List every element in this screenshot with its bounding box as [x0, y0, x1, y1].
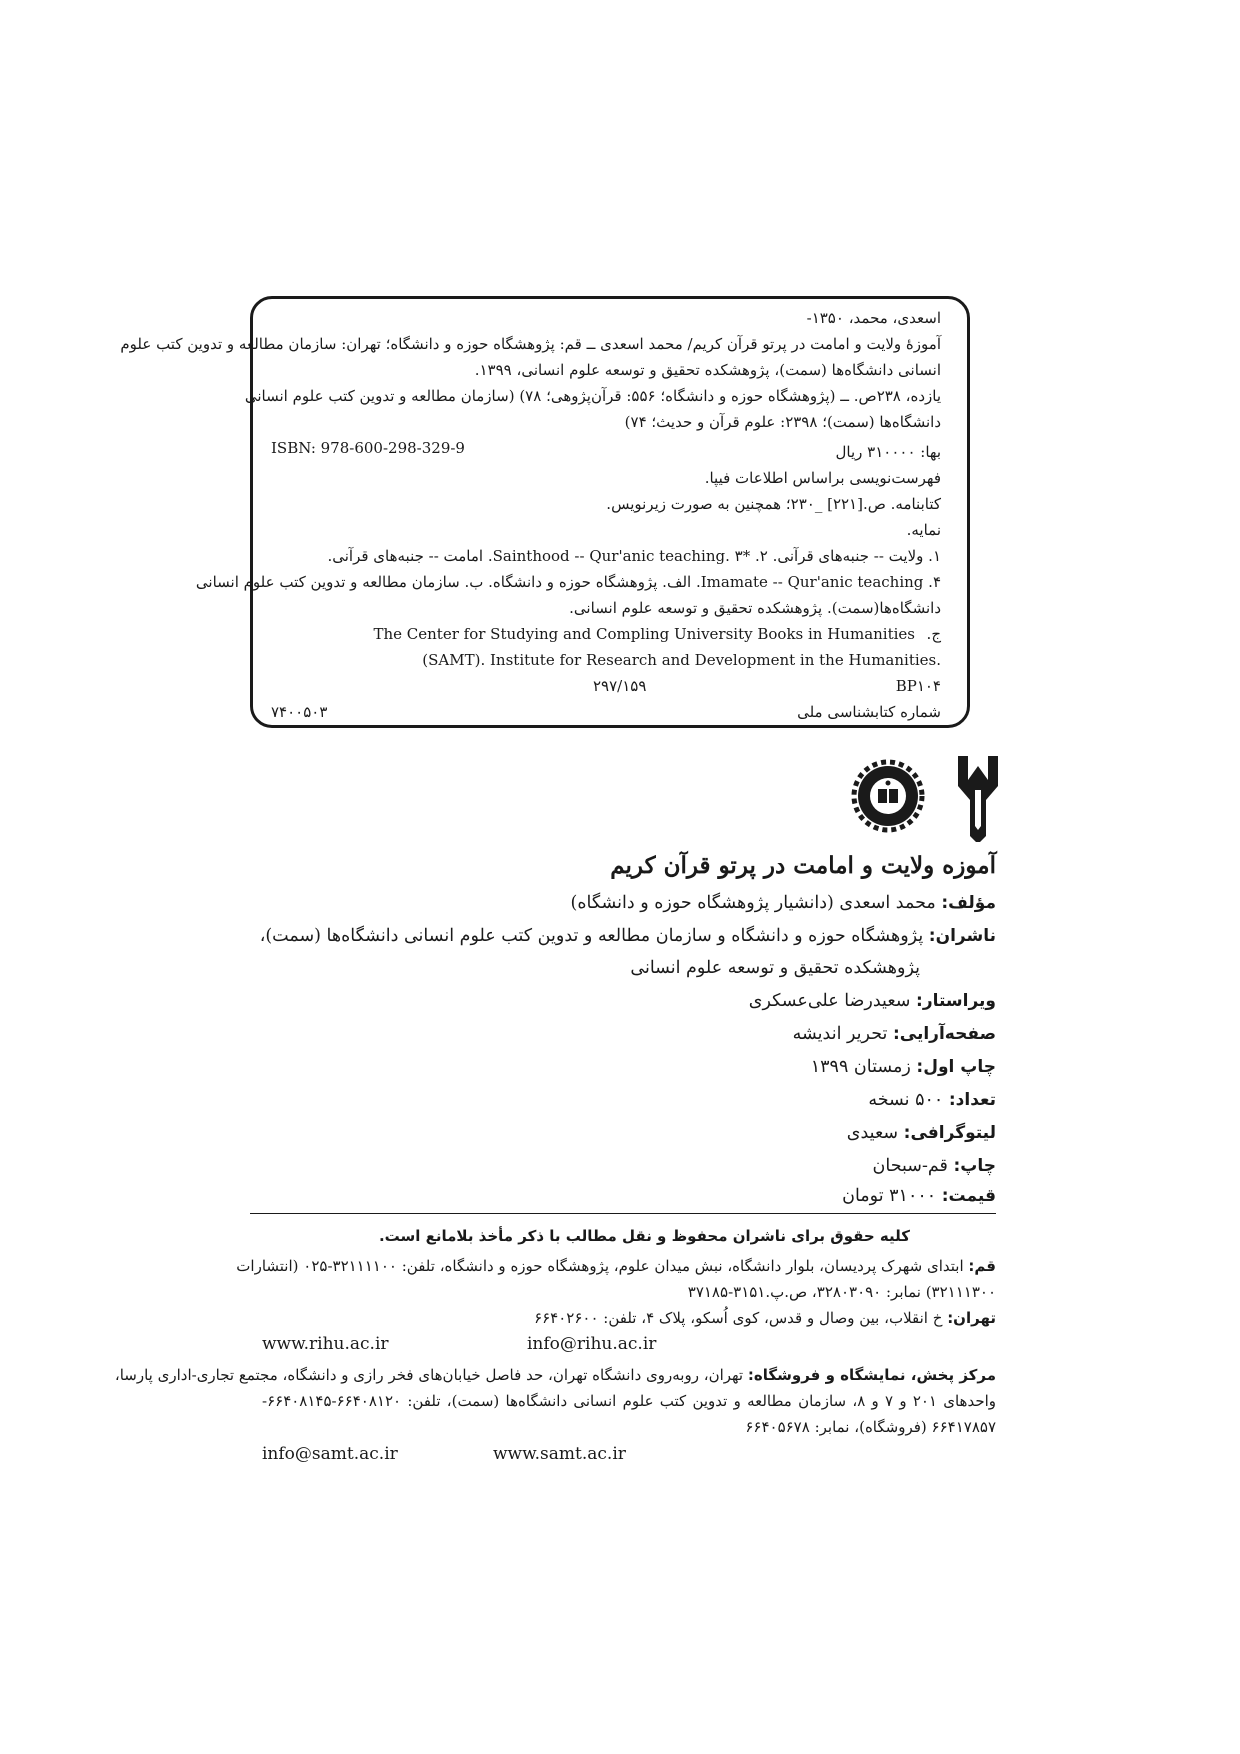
distribution-address [114, 1364, 996, 1386]
cip-center-prefix: ج. [926, 625, 941, 643]
cip-index-note: نمایه. [906, 521, 941, 539]
credit-copies-label: تعداد: [948, 1090, 996, 1110]
credit-layout [793, 1024, 996, 1044]
credit-first-print-label: چاپ اول: [916, 1057, 996, 1077]
cip-fipa-note: فهرست‌نویسی براساس اطلاعات فیپا. [704, 469, 941, 487]
credit-print [873, 1156, 996, 1176]
cip-title-line-cont: انسانی دانشگاه‌ها (سمت)، پژوهشکده تحقیق و توسعه علوم انسانی، ۱۳۹۹. [474, 361, 941, 379]
credit-author-value: محمد اسعدی (دانشیار پژوهشگاه حوزه و دانشگاه) [570, 893, 936, 913]
credit-editor-label: ویراستار: [916, 991, 996, 1011]
distribution-line2: واحدهای ۲۰۱ و ۷ و ۸، سازمان مطالعه و تدوین کتب علوم انسانی دانشگاه‌ها (سمت)، تلفن: ۶۶۴۰۸۱۲۰-۶۶۴۰۸۱۴۵- [262, 1392, 997, 1410]
distribution-line3: ۶۶۴۱۷۸۵۷ (فروشگاه)، نمابر: ۶۶۴۰۵۶۷۸ [745, 1418, 996, 1436]
credit-lithography-label: لیتوگرافی: [903, 1123, 996, 1143]
rihu-emblem-icon [958, 756, 998, 842]
cip-series-line-cont: دانشگاه‌ها (سمت)؛ ۲۳۹۸: علوم قرآن و حدیث؛ ۷۴) [624, 413, 941, 431]
cip-samt-en: (SAMT). Institute for Research and Development in the Humanities. [422, 651, 941, 669]
cip-center-en: The Center for Studying and Compling University Books in Humanities [373, 625, 915, 643]
credit-price [842, 1186, 996, 1206]
rihu-website-link[interactable]: www.rihu.ac.ir [262, 1334, 389, 1354]
cip-record-box [120, 296, 970, 728]
samt-website-link[interactable]: www.samt.ac.ir [493, 1444, 626, 1464]
credit-lithography [847, 1123, 996, 1143]
tehran-address [534, 1307, 996, 1329]
credit-layout-value: تحریر اندیشه [792, 1024, 888, 1044]
cip-series-line: یازده، ۲۳۸ص. ــ (پژوهشگاه حوزه و دانشگاه؛ ۵۵۶: قرآن‌پژوهی؛ ۷۸) (سازمان مطالعه و تدوین کتب علوم انسانی [244, 387, 941, 405]
credit-editor-value: سعیدرضا علی‌عسکری [748, 991, 911, 1011]
copyright-notice: کلیه حقوق برای ناشران محفوظ و نقل مطالب با ذکر مأخذ بلامانع است. [378, 1227, 910, 1245]
qom-address-line1: ابتدای شهرک پردیسان، بلوار دانشگاه، نبش میدان علوم، پژوهشگاه حوزه و دانشگاه، تلفن: ۳۲۱۱۱۱۰۰-۰۲۵ (انتشارات [236, 1257, 964, 1275]
footer-divider [250, 1213, 996, 1214]
tehran-address-label: تهران: [947, 1309, 996, 1327]
credit-author [571, 893, 996, 913]
qom-address-line2: ۳۲۱۱۱۳۰۰) نمابر: ۳۲۸۰۳۰۹۰، ص.پ.۳۱۵۱-۳۷۱۸۵ [687, 1283, 996, 1301]
credit-first-print-value: زمستان ۱۳۹۹ [810, 1057, 911, 1077]
cip-dewey: ۲۹۷/۱۵۹ [593, 677, 647, 695]
cip-author-line: اسعدی، محمد، ۱۳۵۰- [806, 309, 941, 327]
publisher-logos [840, 750, 1000, 842]
tehran-address-value: خ انقلاب، بین وصال و قدس، کوی اُسکو، پلاک ۴، تلفن: ۶۶۴۰۲۶۰۰ [534, 1309, 943, 1327]
credit-author-label: مؤلف: [941, 893, 996, 913]
cip-bibliography-note: کتابنامه. ص.[۲۲۱] _۲۳۰؛ همچنین به صورت زیرنویس. [606, 495, 941, 513]
credit-copies-value: ۵۰۰ نسخه [868, 1090, 944, 1110]
credit-price-value: ۳۱۰۰۰ تومان [842, 1186, 937, 1206]
cip-subjects-line: ۱. ولایت -- جنبه‌های قرآنی. ۲. *Sainthood -- Qur'anic teaching. ۳. امامت -- جنبه‌های قرآنی. [327, 547, 941, 565]
rihu-email-link[interactable]: info@rihu.ac.ir [527, 1334, 657, 1354]
credit-editor [749, 991, 996, 1011]
cip-subjects-line-3: دانشگاه‌ها(سمت). پژوهشکده تحقیق و توسعه علوم انسانی. [569, 599, 941, 617]
credit-first-print [811, 1057, 996, 1077]
cip-price: بها: ۳۱۰۰۰۰ ریال [835, 443, 941, 461]
credit-price-label: قیمت: [941, 1186, 996, 1206]
cip-national-library-label: شماره کتابشناسی ملی [797, 703, 941, 721]
credit-layout-label: صفحه‌آرایی: [892, 1024, 996, 1044]
credit-print-label: چاپ: [953, 1156, 996, 1176]
credit-publishers-label: ناشران: [928, 926, 996, 946]
samt-email-link[interactable]: info@samt.ac.ir [262, 1444, 398, 1464]
credit-lithography-value: سعیدی [846, 1123, 899, 1143]
cip-subjects-line-2: ۴. Imamate -- Qur'anic teaching. الف. پژوهشگاه حوزه و دانشگاه. ب. سازمان مطالعه و تدوین کتب علوم انسانی [195, 573, 941, 591]
cip-title-line: آموزۀ ولایت و امامت در پرتو قرآن کریم/ محمد اسعدی ــ قم: پژوهشگاه حوزه و دانشگاه؛ تهران: سازمان مطالعه و تدوین کتب علوم [120, 335, 941, 353]
samt-emblem-icon [854, 762, 922, 830]
cip-isbn: ISBN: 978-600-298-329-9 [271, 439, 465, 457]
cip-national-library-number: ۷۴۰۰۵۰۳ [271, 703, 328, 721]
book-title: آموزه ولایت و امامت در پرتو قرآن کریم [610, 852, 996, 879]
credit-publishers-value: پژوهشگاه حوزه و دانشگاه و سازمان مطالعه و تدوین کتب علوم انسانی دانشگاه‌ها (سمت)، [259, 926, 924, 946]
qom-address [236, 1255, 996, 1277]
credit-publishers [260, 926, 996, 946]
credit-publishers-cont: پژوهشکده تحقیق و توسعه علوم انسانی [630, 958, 920, 978]
credit-copies [868, 1090, 996, 1110]
cip-classification: BP۱۰۴ [895, 677, 941, 695]
distribution-line1: تهران، روبه‌روی دانشگاه تهران، حد فاصل خیابان‌های فخر رازی و دانشگاه، مجتمع تجاری-اداری پارسا، [114, 1366, 744, 1384]
qom-address-label: قم: [968, 1257, 996, 1275]
credit-print-value: قم-سبحان [872, 1156, 948, 1176]
distribution-label: مرکز پخش، نمایشگاه و فروشگاه: [747, 1366, 996, 1384]
